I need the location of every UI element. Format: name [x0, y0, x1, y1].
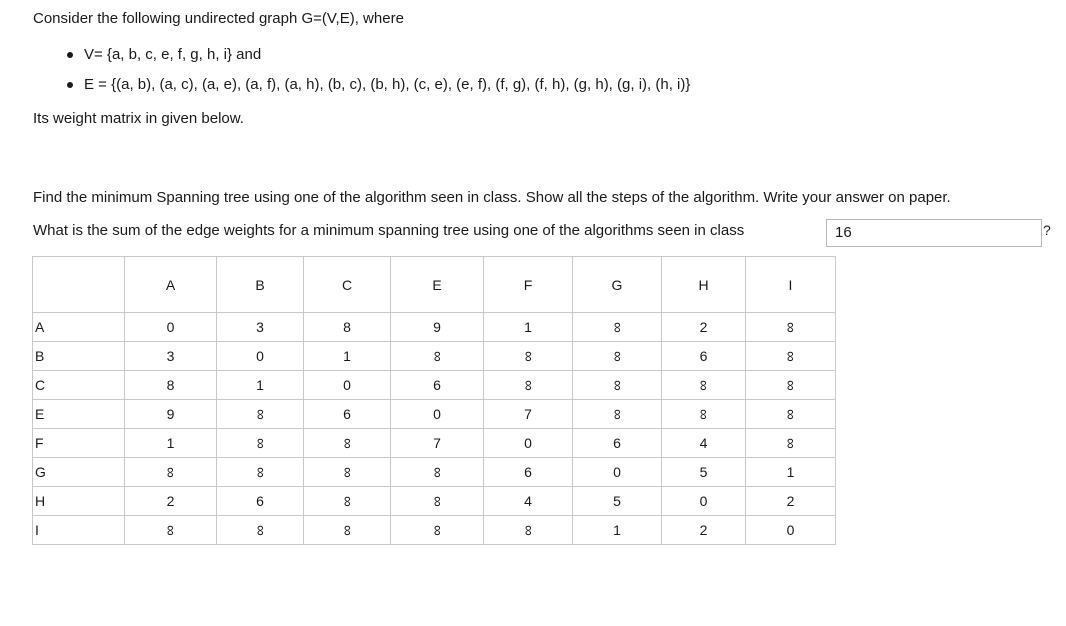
- weight-value: 8: [343, 319, 351, 335]
- weight-value: 0: [343, 377, 351, 393]
- weight-value: 6: [699, 348, 708, 364]
- weight-cell: [304, 400, 391, 429]
- weight-value: ∞: [519, 350, 537, 362]
- weight-cell: [125, 429, 217, 458]
- weight-cell: [746, 516, 836, 545]
- weight-cell: [304, 371, 391, 400]
- bullet-icon: [67, 82, 73, 88]
- row-label: F: [33, 429, 125, 458]
- weight-cell: [484, 487, 573, 516]
- weight-value: ∞: [428, 524, 446, 536]
- weight-cell: [217, 429, 304, 458]
- table-row: [33, 487, 836, 516]
- weight-cell: [662, 487, 746, 516]
- weight-cell: [484, 516, 573, 545]
- weight-value: 2: [786, 493, 795, 509]
- weight-cell: [125, 342, 217, 371]
- weight-value: ∞: [161, 524, 179, 536]
- weight-cell: [746, 487, 836, 516]
- matrix-note: Its weight matrix in given below.: [33, 110, 244, 127]
- row-label: H: [33, 487, 125, 516]
- weight-value: 1: [786, 464, 795, 480]
- weight-cell: [391, 313, 484, 342]
- table-row: [33, 400, 836, 429]
- weight-cell: [125, 458, 217, 487]
- weight-cell: [304, 313, 391, 342]
- weight-value: 7: [433, 435, 441, 451]
- weight-cell: [746, 458, 836, 487]
- weight-value: ∞: [519, 524, 537, 536]
- weight-value: ∞: [781, 408, 799, 420]
- column-header: G: [573, 257, 662, 313]
- weight-value: ∞: [251, 437, 269, 449]
- weight-cell: [125, 400, 217, 429]
- column-header: C: [304, 257, 391, 313]
- weight-value: 9: [433, 319, 441, 335]
- weight-cell: [573, 429, 662, 458]
- weight-cell: [217, 516, 304, 545]
- weight-value: ∞: [781, 350, 799, 362]
- weight-value: 5: [613, 493, 621, 509]
- row-label: B: [33, 342, 125, 371]
- weight-cell: [391, 429, 484, 458]
- weight-value: ∞: [519, 379, 537, 391]
- row-label: C: [33, 371, 125, 400]
- weight-value: 5: [699, 464, 708, 480]
- weight-cell: [304, 458, 391, 487]
- weight-value: ∞: [781, 379, 799, 391]
- column-header: B: [217, 257, 304, 313]
- weight-value: 6: [343, 406, 351, 422]
- weight-cell: [746, 371, 836, 400]
- column-header: I: [746, 257, 836, 313]
- weight-cell: [573, 516, 662, 545]
- row-label: G: [33, 458, 125, 487]
- weight-value: ∞: [338, 437, 356, 449]
- weight-cell: [573, 487, 662, 516]
- weight-cell: [484, 400, 573, 429]
- weight-value: 4: [699, 435, 708, 451]
- weight-cell: [746, 313, 836, 342]
- weight-value: ∞: [608, 350, 626, 362]
- weight-value: ∞: [608, 379, 626, 391]
- weight-value: ∞: [338, 524, 356, 536]
- weight-cell: [304, 516, 391, 545]
- weight-cell: [662, 313, 746, 342]
- weight-cell: [573, 458, 662, 487]
- weight-value: 0: [433, 406, 441, 422]
- weight-cell: [662, 371, 746, 400]
- table-row: [33, 429, 836, 458]
- weight-cell: [391, 400, 484, 429]
- weight-cell: [217, 371, 304, 400]
- weight-cell: [484, 342, 573, 371]
- weight-cell: [662, 429, 746, 458]
- column-header: A: [125, 257, 217, 313]
- weight-value: 2: [699, 522, 708, 538]
- weight-cell: [484, 371, 573, 400]
- row-label: I: [33, 516, 125, 545]
- weight-cell: [662, 400, 746, 429]
- weight-cell: [746, 342, 836, 371]
- weight-value: 3: [166, 348, 175, 364]
- weight-cell: [391, 516, 484, 545]
- weight-value: ∞: [428, 466, 446, 478]
- weight-value: 4: [524, 493, 532, 509]
- help-icon[interactable]: ?: [1043, 222, 1051, 238]
- weight-value: ∞: [251, 524, 269, 536]
- weight-value: 0: [613, 464, 621, 480]
- weight-cell: [746, 429, 836, 458]
- table-row: [33, 516, 836, 545]
- weight-value: 9: [166, 406, 175, 422]
- weight-value: 1: [613, 522, 621, 538]
- weight-cell: [217, 342, 304, 371]
- weight-cell: [304, 487, 391, 516]
- weight-value: 6: [433, 377, 441, 393]
- row-label: E: [33, 400, 125, 429]
- weight-value: ∞: [781, 321, 799, 333]
- weight-cell: [304, 342, 391, 371]
- weight-cell: [484, 313, 573, 342]
- weight-cell: [125, 487, 217, 516]
- weight-value: 1: [256, 377, 264, 393]
- weight-value: 0: [166, 319, 175, 335]
- intro-text: Consider the following undirected graph G=(V,E), where: [33, 10, 404, 27]
- weight-cell: [662, 516, 746, 545]
- weight-value: 2: [699, 319, 708, 335]
- weight-value: ∞: [428, 495, 446, 507]
- table-row: [33, 458, 836, 487]
- weight-cell: [484, 458, 573, 487]
- weight-cell: [573, 371, 662, 400]
- table-row: [33, 342, 836, 371]
- weight-cell: [125, 516, 217, 545]
- corner-cell: [33, 257, 125, 313]
- weight-value: 6: [524, 464, 532, 480]
- weight-cell: [391, 458, 484, 487]
- weight-cell: [662, 342, 746, 371]
- table-header-row: [33, 257, 836, 313]
- weight-value: ∞: [251, 408, 269, 420]
- edge-set: E = {(a, b), (a, c), (a, e), (a, f), (a, h), (b, c), (b, h), (c, e), (e, f), (f, g), (f, h), (g, h), (g, i), (h, i)}: [84, 76, 691, 93]
- weight-value: 6: [256, 493, 264, 509]
- instruction-text: Find the minimum Spanning tree using one of the algorithm seen in class. Show all the steps of the algorithm. Write your answer on paper.: [33, 189, 951, 206]
- weight-value: 0: [699, 493, 708, 509]
- weight-value: 1: [166, 435, 175, 451]
- bullet-icon: [67, 52, 73, 58]
- weight-value: ∞: [694, 408, 712, 420]
- weight-cell: [304, 429, 391, 458]
- weight-cell: [125, 371, 217, 400]
- weight-cell: [746, 400, 836, 429]
- weight-value: ∞: [338, 466, 356, 478]
- question-text: What is the sum of the edge weights for a minimum spanning tree using one of the algorithms seen in class: [33, 222, 745, 239]
- weight-value: ∞: [781, 437, 799, 449]
- column-header: F: [484, 257, 573, 313]
- weight-value: 0: [524, 435, 532, 451]
- row-label: A: [33, 313, 125, 342]
- weight-cell: [125, 313, 217, 342]
- weight-cell: [217, 313, 304, 342]
- weight-cell: [573, 342, 662, 371]
- weight-value: ∞: [694, 379, 712, 391]
- weight-value: ∞: [338, 495, 356, 507]
- weight-cell: [484, 429, 573, 458]
- weight-cell: [573, 400, 662, 429]
- vertex-set: V= {a, b, c, e, f, g, h, i} and: [84, 46, 262, 63]
- weight-value: 6: [613, 435, 621, 451]
- weight-cell: [391, 487, 484, 516]
- column-header: E: [391, 257, 484, 313]
- table-row: [33, 371, 836, 400]
- weight-value: ∞: [251, 466, 269, 478]
- weight-value: 7: [524, 406, 532, 422]
- weight-value: 2: [166, 493, 175, 509]
- weight-value: ∞: [428, 350, 446, 362]
- weight-value: 1: [524, 319, 532, 335]
- weight-cell: [391, 342, 484, 371]
- weight-matrix-table: [32, 256, 836, 545]
- weight-value: 8: [166, 377, 175, 393]
- weight-value: 0: [256, 348, 264, 364]
- column-header: H: [662, 257, 746, 313]
- weight-value: 3: [256, 319, 264, 335]
- answer-input[interactable]: 16: [826, 219, 1042, 247]
- table-row: [33, 313, 836, 342]
- weight-cell: [217, 400, 304, 429]
- weight-value: ∞: [161, 466, 179, 478]
- weight-cell: [391, 371, 484, 400]
- weight-cell: [573, 313, 662, 342]
- weight-value: ∞: [608, 321, 626, 333]
- weight-cell: [217, 458, 304, 487]
- weight-value: ∞: [608, 408, 626, 420]
- weight-value: 0: [786, 522, 795, 538]
- weight-cell: [662, 458, 746, 487]
- weight-cell: [217, 487, 304, 516]
- weight-value: 1: [343, 348, 351, 364]
